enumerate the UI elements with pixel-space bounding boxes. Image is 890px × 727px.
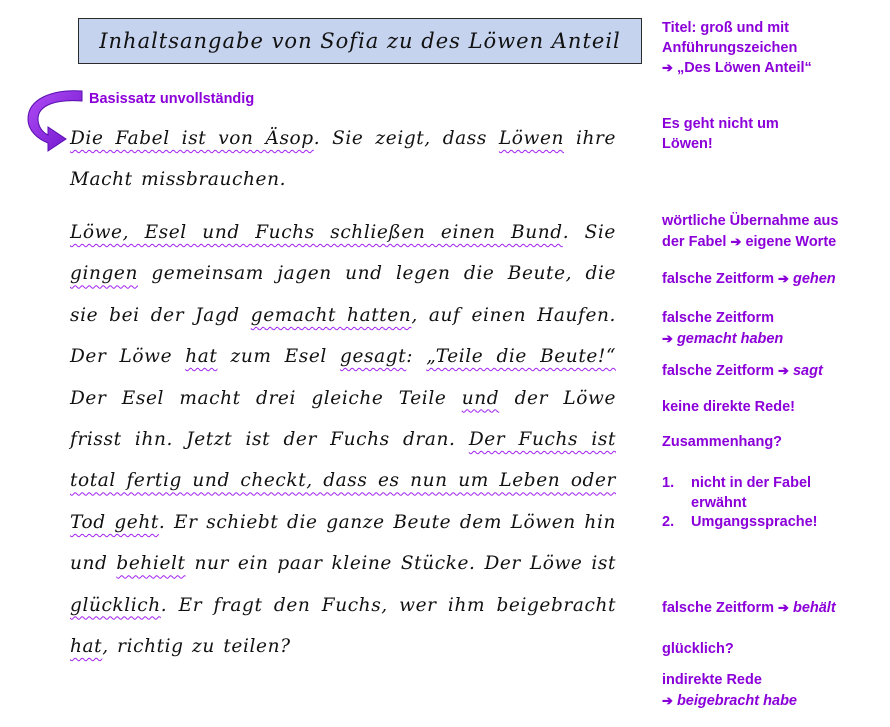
essay-text: nur ein paar kleine Stücke. Der Löwe ist (185, 553, 617, 575)
arrow-right-icon: ➔ (778, 363, 789, 378)
essay-text: der Löwe frisst ihn. Jetzt ist der Fuchs dran. (70, 387, 616, 451)
error-zusammenhang: und (461, 387, 500, 409)
title-main: Inhaltsangabe von Sofia zu des Löwen Anteil (99, 29, 621, 53)
note-zusammenhang: Zusammenhang? (662, 434, 783, 450)
error-basissatz: Die Fabel ist von Äsop (70, 128, 314, 149)
essay-text: ihre Macht missbrauchen. (70, 128, 617, 191)
note-titel: Titel: groß und mit Anführungszeichen ➔ „Des Löwen Anteil“ (662, 20, 812, 76)
error-gemacht-hatten: gemacht hatten (250, 304, 412, 326)
essay-text: gemeinsam jagen und legen die Beute, die sie bei der Jagd (70, 263, 616, 326)
list-item: 1. nicht in der Fabel erwähnt (662, 475, 812, 511)
note-zeitform-gehen: falsche Zeitform ➔ gehen (662, 271, 836, 287)
title-box (78, 18, 642, 64)
error-umgangssprache: Der Fuchs ist total fertig und checkt, dass es nun um Leben oder Tod geht (70, 429, 616, 533)
document-title (99, 29, 621, 53)
arrow-right-icon: ➔ (662, 692, 673, 708)
error-behielt: behielt (116, 553, 186, 575)
arrow-right-icon: ➔ (730, 233, 742, 249)
note-gluecklich: glücklich? (662, 641, 734, 657)
error-hat-gesagt-2: gesagt (340, 346, 407, 368)
error-gingen: gingen (70, 263, 138, 285)
note-zeitform-gemacht: falsche Zeitform ➔ gemacht haben (662, 310, 784, 347)
error-indirekte-rede: hat (70, 636, 103, 658)
arrow-right-icon: ➔ (778, 271, 789, 286)
essay-text: . Sie zeigt, dass (313, 128, 499, 149)
note-indirekte-rede: indirekte Rede ➔ beigebracht habe (662, 672, 797, 709)
note-zeitform-sagt: falsche Zeitform ➔ sagt (662, 363, 823, 379)
essay-text: . Sie (562, 222, 616, 243)
note-basissatz: Basissatz unvollständig (89, 91, 255, 107)
list-item: 2. Umgangssprache! (662, 514, 818, 530)
note-list (662, 474, 887, 533)
note-loewen: Es geht nicht um Löwen! (662, 116, 779, 152)
essay-text: , richtig zu teilen? (102, 636, 291, 658)
arrow-right-icon: ➔ (662, 60, 673, 75)
essay-text: . Er schiebt die ganze Beute dem Löwen hin und (70, 511, 616, 575)
note-direkte-rede: keine direkte Rede! (662, 399, 795, 415)
arrow-right-icon: ➔ (778, 600, 789, 615)
essay-text: zum Esel (217, 346, 341, 368)
error-direkte-rede: „Teile die Beute!“ (426, 346, 616, 368)
note-woertlich: wörtliche Übernahme aus der Fabel ➔ eigene Worte (662, 213, 839, 250)
error-loewen: Löwen (498, 128, 565, 149)
essay-text: . Er fragt den Fuchs, wer ihm beigebracht (160, 594, 616, 616)
essay-paragraph-1 (70, 118, 616, 201)
essay-text: , auf einen Haufen. Der Löwe (70, 304, 616, 368)
essay-text: Der Esel macht drei gleiche Teile (70, 387, 462, 409)
essay-paragraph-2 (70, 212, 616, 667)
essay-text: : (406, 346, 427, 368)
error-woertlich: Löwe, Esel und Fuchs schließen einen Bund (70, 222, 563, 243)
arrow-right-icon: ➔ (662, 330, 673, 346)
error-hat-gesagt-1: hat (185, 346, 218, 368)
error-gluecklich: glücklich (70, 594, 161, 616)
note-zeitform-behaelt: falsche Zeitform ➔ behält (662, 600, 836, 616)
